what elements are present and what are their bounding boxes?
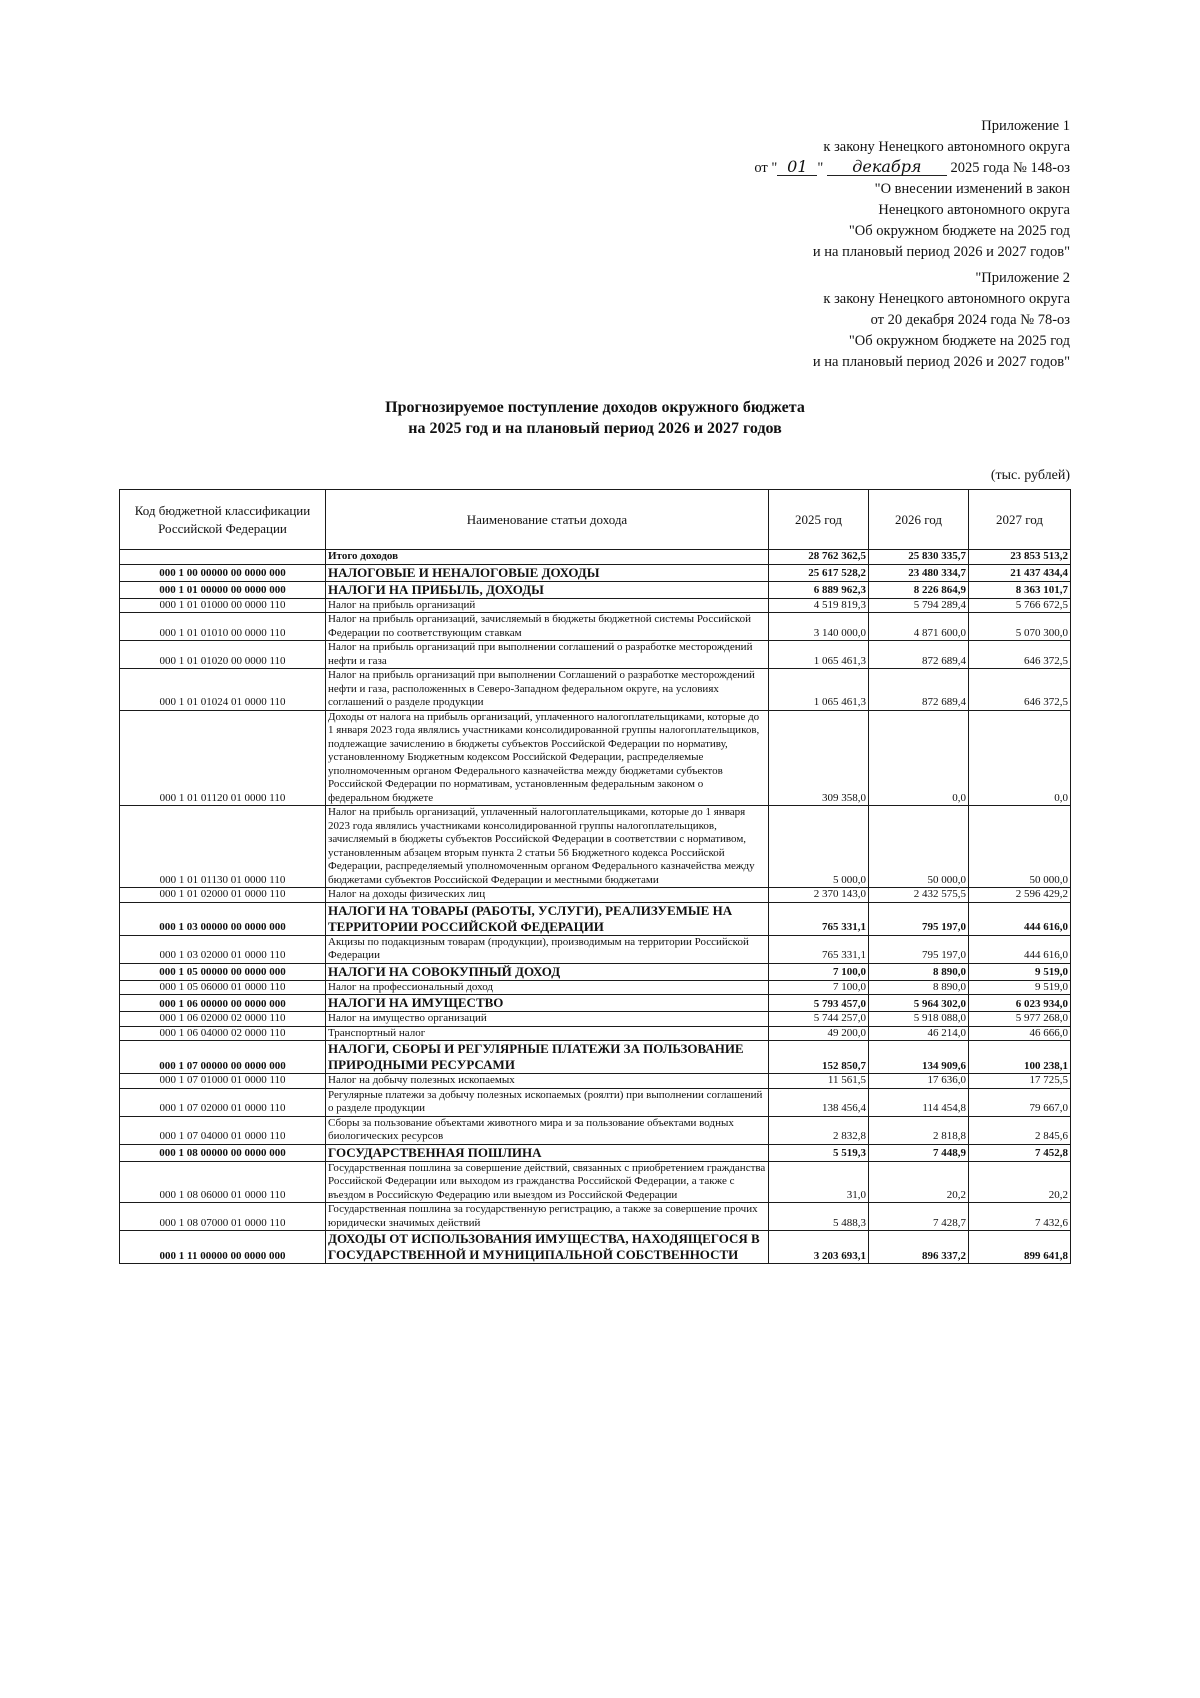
- appendix-2-law-ref: к закону Ненецкого автономного округа: [823, 291, 1070, 307]
- cell-code: 000 1 01 01120 01 0000 110: [120, 710, 326, 806]
- cell-name: Налог на имущество организаций: [326, 1012, 769, 1027]
- cell-code: 000 1 05 06000 01 0000 110: [120, 980, 326, 995]
- cell-2026: 50 000,0: [869, 806, 969, 888]
- table-row: [120, 963, 1071, 980]
- cell-2027: 7 452,8: [969, 1144, 1071, 1161]
- cell-2025: 28 762 362,5: [769, 550, 869, 565]
- cell-2026: 17 636,0: [869, 1074, 969, 1089]
- appendix-1-law-title-1: "О внесении изменений в закон: [874, 181, 1070, 197]
- cell-2025: 1 065 461,3: [769, 641, 869, 669]
- cell-2027: 79 667,0: [969, 1088, 1071, 1116]
- cell-2025: 11 561,5: [769, 1074, 869, 1089]
- cell-name: Сборы за пользование объектами животного мира и за пользование объектами водных биологических ресурсов: [326, 1116, 769, 1144]
- table-row: [120, 995, 1071, 1012]
- table-row: [120, 641, 1071, 669]
- cell-code: 000 1 01 01020 00 0000 110: [120, 641, 326, 669]
- appendix-2-law-title-1: "Об окружном бюджете на 2025 год: [848, 333, 1070, 349]
- cell-2027: 899 641,8: [969, 1231, 1071, 1264]
- cell-2026: 23 480 334,7: [869, 564, 969, 581]
- cell-2027: 5 766 672,5: [969, 598, 1071, 613]
- cell-name: НАЛОГИ НА ПРИБЫЛЬ, ДОХОДЫ: [326, 581, 769, 598]
- cell-2027: 17 725,5: [969, 1074, 1071, 1089]
- document-title: [300, 397, 890, 439]
- cell-2026: 8 890,0: [869, 963, 969, 980]
- table-row: [120, 1203, 1071, 1231]
- table-row: [120, 669, 1071, 711]
- cell-2026: 114 454,8: [869, 1088, 969, 1116]
- cell-name: Регулярные платежи за добычу полезных ископаемых (роялти) при выполнении соглашений о разделе продукции: [326, 1088, 769, 1116]
- cell-2027: 5 070 300,0: [969, 613, 1071, 641]
- cell-name: Налог на профессиональный доход: [326, 980, 769, 995]
- cell-2027: 0,0: [969, 710, 1071, 806]
- cell-code: 000 1 06 00000 00 0000 000: [120, 995, 326, 1012]
- cell-2025: 5 744 257,0: [769, 1012, 869, 1027]
- cell-2026: 896 337,2: [869, 1231, 969, 1264]
- cell-2026: 20,2: [869, 1161, 969, 1203]
- table-row: [120, 550, 1071, 565]
- table-row: [120, 980, 1071, 995]
- cell-2025: 3 140 000,0: [769, 613, 869, 641]
- cell-2027: 21 437 434,4: [969, 564, 1071, 581]
- cell-2026: 134 909,6: [869, 1041, 969, 1074]
- table-row: [120, 935, 1071, 963]
- cell-2025: 309 358,0: [769, 710, 869, 806]
- cell-2025: 49 200,0: [769, 1026, 869, 1041]
- cell-name: Налог на прибыль организаций при выполнении соглашений о разработке месторождений нефти и газа: [326, 641, 769, 669]
- cell-2026: 5 964 302,0: [869, 995, 969, 1012]
- cell-code: 000 1 07 00000 00 0000 000: [120, 1041, 326, 1074]
- appendix-1-law-title-4: и на плановый период 2026 и 2027 годов": [812, 244, 1070, 260]
- cell-2026: 7 428,7: [869, 1203, 969, 1231]
- cell-2025: 7 100,0: [769, 963, 869, 980]
- cell-2025: 5 519,3: [769, 1144, 869, 1161]
- cell-2025: 6 889 962,3: [769, 581, 869, 598]
- table-row: [120, 1161, 1071, 1203]
- table-row: [120, 888, 1071, 903]
- handwritten-day: 01: [777, 159, 817, 176]
- table-row: [120, 1231, 1071, 1264]
- cell-2026: 8 226 864,9: [869, 581, 969, 598]
- cell-2027: 646 372,5: [969, 669, 1071, 711]
- cell-code: 000 1 11 00000 00 0000 000: [120, 1231, 326, 1264]
- cell-code: 000 1 01 00000 00 0000 000: [120, 581, 326, 598]
- header-2025: 2025 год: [769, 490, 869, 550]
- cell-2026: 4 871 600,0: [869, 613, 969, 641]
- cell-name: Налог на добычу полезных ископаемых: [326, 1074, 769, 1089]
- table-row: [120, 1116, 1071, 1144]
- cell-2027: 20,2: [969, 1161, 1071, 1203]
- table-row: [120, 1041, 1071, 1074]
- header-2027: 2027 год: [969, 490, 1071, 550]
- cell-code: 000 1 03 02000 01 0000 110: [120, 935, 326, 963]
- cell-code: 000 1 05 00000 00 0000 000: [120, 963, 326, 980]
- cell-2027: 9 519,0: [969, 980, 1071, 995]
- cell-2025: 2 370 143,0: [769, 888, 869, 903]
- cell-2025: 5 488,3: [769, 1203, 869, 1231]
- cell-name: Транспортный налог: [326, 1026, 769, 1041]
- cell-name: Налог на прибыль организаций, уплаченный налогоплательщиками, которые до 1 января 2023 года являлись участниками консолидированной группы налогоплательщиков, зачисляемый в бюджеты субъектов Российской Федерации в соответствии с нормативом, установленным абзацем вторым пункта 2 статьи 56 Бюджетного кодекса Российской Федерации, распределяемый уполномоченным органом Федерального казначейства между бюджетами субъектов Российской Федерации и местными бюджетами: [326, 806, 769, 888]
- cell-2026: 5 794 289,4: [869, 598, 969, 613]
- cell-name: Государственная пошлина за совершение действий, связанных с приобретением гражданства Российской Федерации или выходом из гражданства Российской Федерации, а также с въездом в Российскую Федерацию или выездом из Российской Федерации: [326, 1161, 769, 1203]
- revenue-table: [119, 489, 1071, 1264]
- cell-2027: 444 616,0: [969, 935, 1071, 963]
- cell-2026: 2 432 575,5: [869, 888, 969, 903]
- cell-2027: 50 000,0: [969, 806, 1071, 888]
- cell-2025: 765 331,1: [769, 935, 869, 963]
- cell-name: ДОХОДЫ ОТ ИСПОЛЬЗОВАНИЯ ИМУЩЕСТВА, НАХОДЯЩЕГОСЯ В ГОСУДАРСТВЕННОЙ И МУНИЦИПАЛЬНОЙ СОБСТВЕННОСТИ: [326, 1231, 769, 1264]
- table-row: [120, 806, 1071, 888]
- cell-name: НАЛОГИ НА ИМУЩЕСТВО: [326, 995, 769, 1012]
- cell-2025: 1 065 461,3: [769, 669, 869, 711]
- table-body: [120, 550, 1071, 1264]
- cell-code: 000 1 01 02000 01 0000 110: [120, 888, 326, 903]
- cell-2026: 7 448,9: [869, 1144, 969, 1161]
- cell-2027: 9 519,0: [969, 963, 1071, 980]
- cell-code: 000 1 08 06000 01 0000 110: [120, 1161, 326, 1203]
- cell-2027: 2 596 429,2: [969, 888, 1071, 903]
- document-title-line-1: Прогнозируемое поступление доходов окружного бюджета: [385, 399, 805, 416]
- appendix-2-date: от 20 декабря 2024 года № 78-оз: [870, 312, 1070, 328]
- cell-2026: 0,0: [869, 710, 969, 806]
- cell-code: 000 1 03 00000 00 0000 000: [120, 902, 326, 935]
- table-row: [120, 710, 1071, 806]
- cell-2025: 2 832,8: [769, 1116, 869, 1144]
- cell-name: НАЛОГОВЫЕ И НЕНАЛОГОВЫЕ ДОХОДЫ: [326, 564, 769, 581]
- cell-2025: 4 519 819,3: [769, 598, 869, 613]
- cell-name: НАЛОГИ, СБОРЫ И РЕГУЛЯРНЫЕ ПЛАТЕЖИ ЗА ПОЛЬЗОВАНИЕ ПРИРОДНЫМИ РЕСУРСАМИ: [326, 1041, 769, 1074]
- cell-2026: 795 197,0: [869, 902, 969, 935]
- cell-2025: 5 793 457,0: [769, 995, 869, 1012]
- cell-2026: 872 689,4: [869, 641, 969, 669]
- cell-code: 000 1 01 01000 00 0000 110: [120, 598, 326, 613]
- table-row: [120, 564, 1071, 581]
- cell-code: 000 1 01 01010 00 0000 110: [120, 613, 326, 641]
- handwritten-month: декабря: [827, 159, 947, 176]
- cell-2027: 5 977 268,0: [969, 1012, 1071, 1027]
- cell-code: 000 1 08 07000 01 0000 110: [120, 1203, 326, 1231]
- table-row: [120, 581, 1071, 598]
- cell-2025: 7 100,0: [769, 980, 869, 995]
- cell-2026: 25 830 335,7: [869, 550, 969, 565]
- cell-2027: 46 666,0: [969, 1026, 1071, 1041]
- cell-name: Итого доходов: [326, 550, 769, 565]
- cell-code: 000 1 01 01024 01 0000 110: [120, 669, 326, 711]
- appendix-2-header: [813, 268, 1070, 373]
- cell-2027: 646 372,5: [969, 641, 1071, 669]
- cell-2027: 23 853 513,2: [969, 550, 1071, 565]
- table-row: [120, 1144, 1071, 1161]
- cell-name: Налог на прибыль организаций, зачисляемый в бюджеты бюджетной системы Российской Федерации по соответствующим ставкам: [326, 613, 769, 641]
- cell-code: 000 1 00 00000 00 0000 000: [120, 564, 326, 581]
- header-code: Код бюджетной классификации Российской Федерации: [120, 490, 326, 550]
- cell-name: Акцизы по подакцизным товарам (продукции), производимым на территории Российской Федерации: [326, 935, 769, 963]
- cell-2025: 3 203 693,1: [769, 1231, 869, 1264]
- cell-code: 000 1 07 02000 01 0000 110: [120, 1088, 326, 1116]
- cell-code: 000 1 07 01000 01 0000 110: [120, 1074, 326, 1089]
- cell-2027: 444 616,0: [969, 902, 1071, 935]
- cell-2026: 872 689,4: [869, 669, 969, 711]
- cell-2026: 795 197,0: [869, 935, 969, 963]
- cell-2026: 5 918 088,0: [869, 1012, 969, 1027]
- cell-2025: 152 850,7: [769, 1041, 869, 1074]
- cell-2027: 8 363 101,7: [969, 581, 1071, 598]
- header-2026: 2026 год: [869, 490, 969, 550]
- appendix-1-law-ref: к закону Ненецкого автономного округа: [823, 139, 1070, 155]
- cell-code: [120, 550, 326, 565]
- table-row: [120, 1012, 1071, 1027]
- cell-2025: 765 331,1: [769, 902, 869, 935]
- cell-2026: 2 818,8: [869, 1116, 969, 1144]
- cell-name: Налог на доходы физических лиц: [326, 888, 769, 903]
- cell-2027: 6 023 934,0: [969, 995, 1071, 1012]
- appendix-1-label: Приложение 1: [981, 118, 1070, 134]
- header-name: Наименование статьи дохода: [326, 490, 769, 550]
- cell-2027: 7 432,6: [969, 1203, 1071, 1231]
- cell-name: Государственная пошлина за государственную регистрацию, а также за совершение прочих юридически значимых действий: [326, 1203, 769, 1231]
- cell-name: НАЛОГИ НА ТОВАРЫ (РАБОТЫ, УСЛУГИ), РЕАЛИЗУЕМЫЕ НА ТЕРРИТОРИИ РОССИЙСКОЙ ФЕДЕРАЦИИ: [326, 902, 769, 935]
- cell-code: 000 1 08 00000 00 0000 000: [120, 1144, 326, 1161]
- appendix-2-law-title-2: и на плановый период 2026 и 2027 годов": [812, 354, 1070, 370]
- appendix-1-date-line: от " 01 " декабря 2025 года № 148-оз: [754, 157, 1070, 176]
- cell-code: 000 1 01 01130 01 0000 110: [120, 806, 326, 888]
- table-row: [120, 1026, 1071, 1041]
- cell-2025: 31,0: [769, 1161, 869, 1203]
- cell-name: ГОСУДАРСТВЕННАЯ ПОШЛИНА: [326, 1144, 769, 1161]
- units-label: (тыс. рублей): [990, 468, 1070, 483]
- cell-code: 000 1 06 02000 02 0000 110: [120, 1012, 326, 1027]
- cell-code: 000 1 06 04000 02 0000 110: [120, 1026, 326, 1041]
- table-header-row: [120, 490, 1071, 550]
- cell-2026: 46 214,0: [869, 1026, 969, 1041]
- cell-code: 000 1 07 04000 01 0000 110: [120, 1116, 326, 1144]
- table-row: [120, 1074, 1071, 1089]
- cell-2025: 25 617 528,2: [769, 564, 869, 581]
- cell-name: Налог на прибыль организаций при выполнении Соглашений о разработке месторождений нефти и газа, расположенных в Северо-Западном федеральном округе, на условиях соглашений о разделе продукции: [326, 669, 769, 711]
- cell-2026: 8 890,0: [869, 980, 969, 995]
- appendix-1-law-title-3: "Об окружном бюджете на 2025 год: [848, 223, 1070, 239]
- table-row: [120, 613, 1071, 641]
- appendix-2-label: "Приложение 2: [975, 270, 1070, 286]
- cell-2025: 138 456,4: [769, 1088, 869, 1116]
- cell-2027: 100 238,1: [969, 1041, 1071, 1074]
- appendix-1-header: [754, 116, 1070, 263]
- cell-name: Налог на прибыль организаций: [326, 598, 769, 613]
- document-title-line-2: на 2025 год и на плановый период 2026 и 2027 годов: [408, 420, 782, 437]
- cell-name: НАЛОГИ НА СОВОКУПНЫЙ ДОХОД: [326, 963, 769, 980]
- cell-2025: 5 000,0: [769, 806, 869, 888]
- cell-name: Доходы от налога на прибыль организаций, уплаченного налогоплательщиками, которые до 1 января 2023 года являлись участниками консолидированной группы налогоплательщиков, подлежащие зачислению в бюджеты субъектов Российской Федерации по нормативу, установленному Бюджетным кодексом Российской Федерации, распределяемые уполномоченным органом Федерального казначейства между бюджетами субъектов Российской Федерации по нормативам, установленным федеральным законом о федеральном бюджете: [326, 710, 769, 806]
- cell-2027: 2 845,6: [969, 1116, 1071, 1144]
- table-row: [120, 902, 1071, 935]
- table-row: [120, 598, 1071, 613]
- appendix-1-law-title-2: Ненецкого автономного округа: [878, 202, 1070, 218]
- table-row: [120, 1088, 1071, 1116]
